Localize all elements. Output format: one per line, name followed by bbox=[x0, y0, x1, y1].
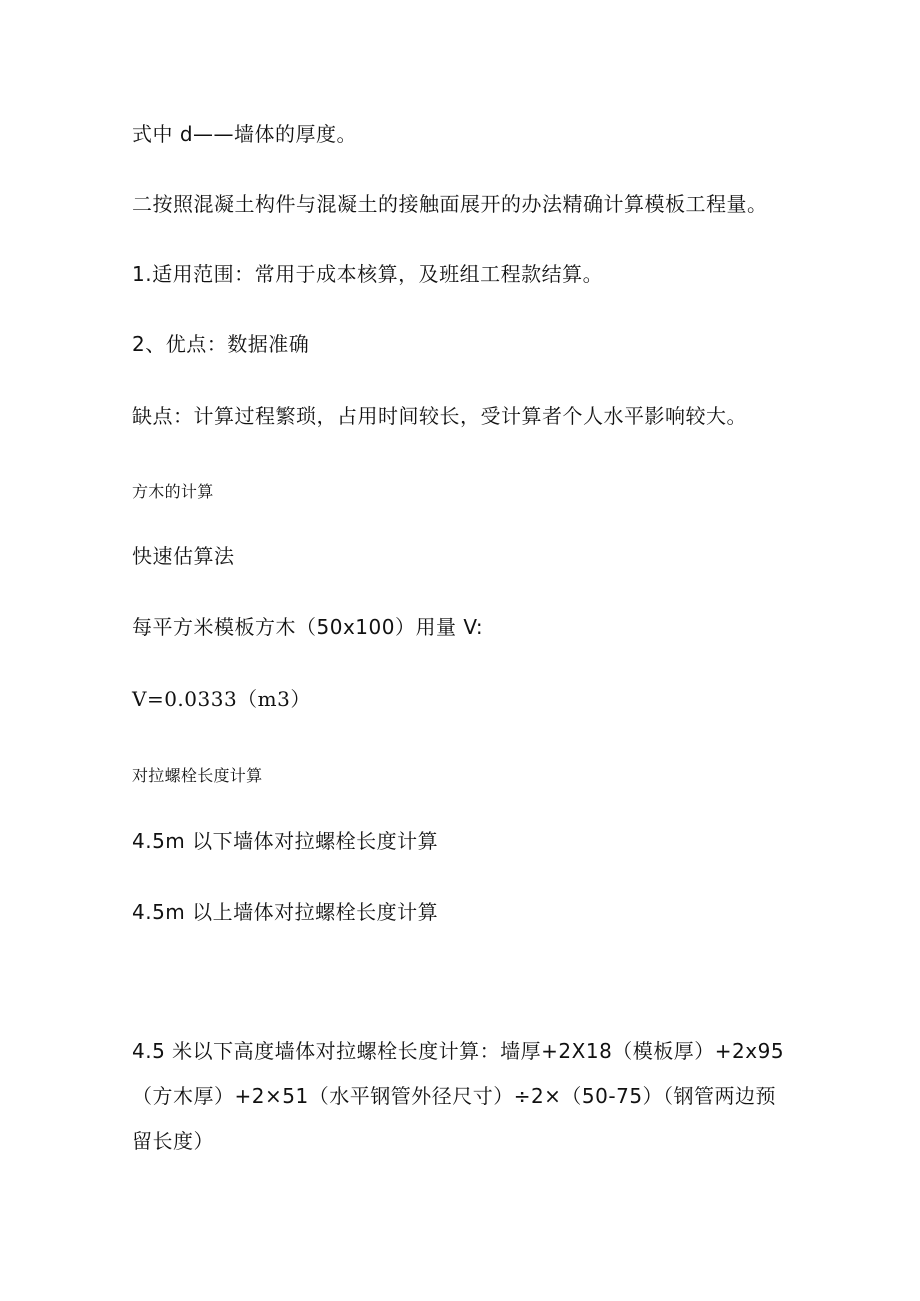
text-line-method-two: 二按照混凝土构件与混凝土的接触面展开的办法精确计算模板工程量。 bbox=[132, 192, 768, 216]
text-line-scope: 1.适用范围：常用于成本核算，及班组工程款结算。 bbox=[132, 262, 604, 286]
text-line-advantage: 2、优点：数据准确 bbox=[132, 332, 310, 356]
text-line-quick-estimate: 快速估算法 bbox=[132, 544, 235, 568]
text-line-above-4-5m: 4.5m 以上墙体对拉螺栓长度计算 bbox=[132, 900, 439, 924]
section-heading-tie-bolt: 对拉螺栓长度计算 bbox=[132, 766, 263, 785]
text-line-volume-formula: V=0.0333（m3） bbox=[132, 687, 311, 711]
text-line-below-4-5m: 4.5m 以下墙体对拉螺栓长度计算 bbox=[132, 829, 439, 853]
paragraph-bolt-length-formula: 4.5 米以下高度墙体对拉螺栓长度计算：墙厚+2X18（模板厚）+2x95（方木厚）+2×51（水平钢管外径尺寸）÷2×（50-75）（钢管两边预留长度） bbox=[132, 1039, 785, 1153]
section-heading-square-timber: 方木的计算 bbox=[132, 482, 214, 501]
text-line-timber-usage: 每平方米模板方木（50x100）用量 V: bbox=[132, 615, 484, 639]
text-line-disadvantage: 缺点：计算过程繁琐，占用时间较长，受计算者个人水平影响较大。 bbox=[132, 404, 747, 428]
text-line-wall-thickness: 式中 d——墙体的厚度。 bbox=[132, 122, 358, 146]
